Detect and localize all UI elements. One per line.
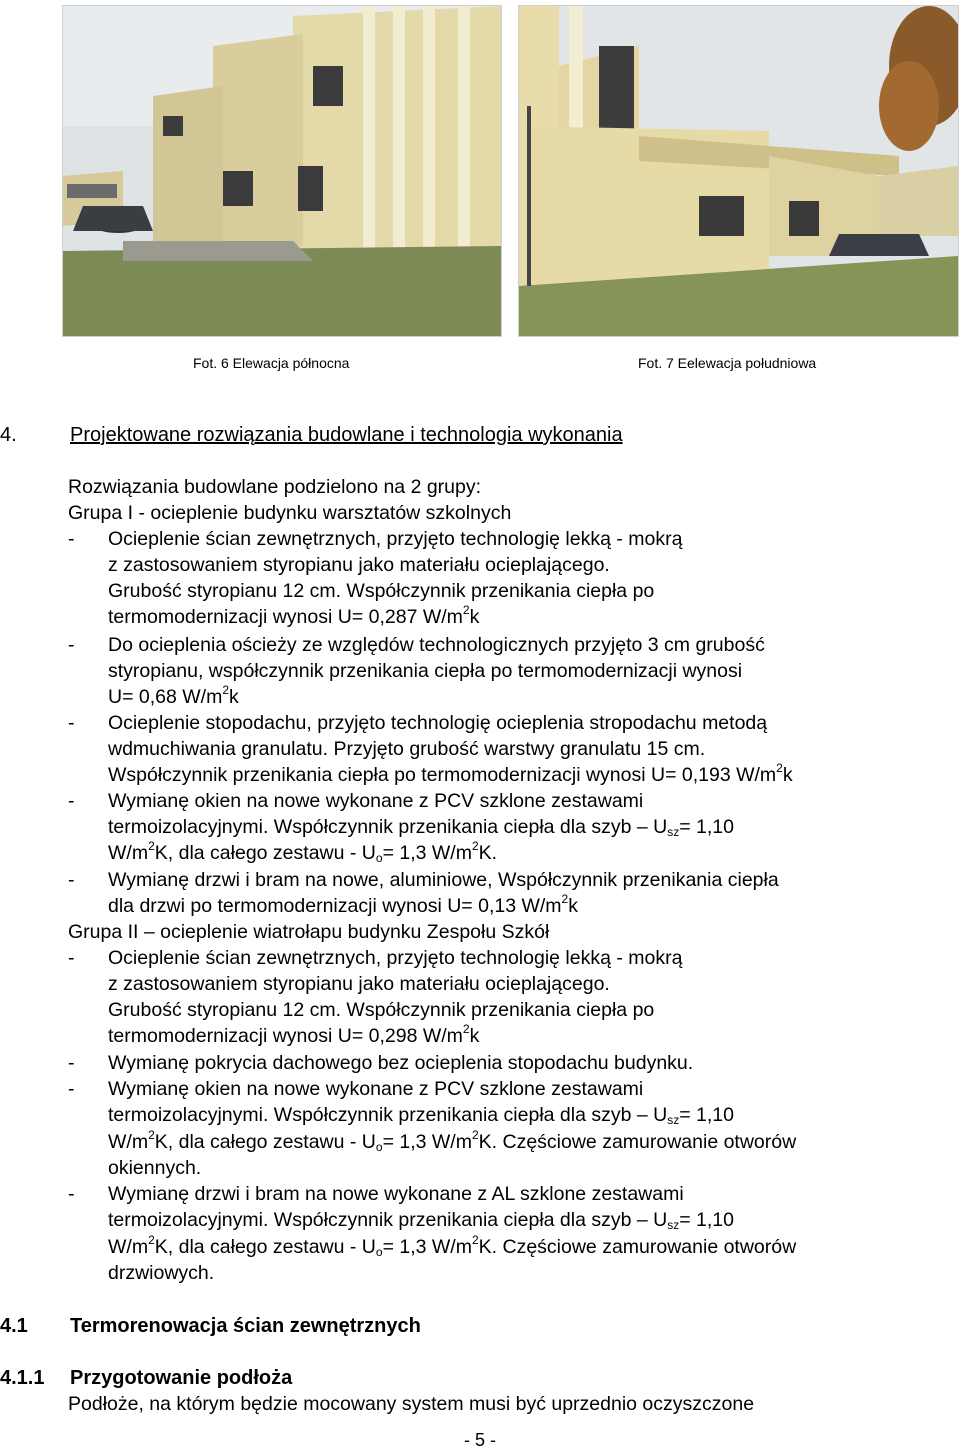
g1-item-1-line-2: z zastosowaniem styropianu jako materiału ocieplającego. <box>108 554 610 576</box>
section-4-title: Projektowane rozwiązania budowlane i technologia wykonania <box>70 424 623 446</box>
bullet-dash: - <box>68 1078 75 1100</box>
g1-item-1-line-4: termomodernizacji wynosi U= 0,287 $W/m^2k$ <box>108 603 480 628</box>
g1-item-5-line-1: Wymianę drzwi i bram na nowe, aluminiowe, Współczynnik przenikania ciepła <box>108 869 779 891</box>
photo-caption-south: Fot. 7 Eelewacja południowa <box>638 355 817 371</box>
g1-item-1-line-3: Grubość styropianu 12 cm. Współczynnik przenikania ciepła po <box>108 580 655 602</box>
intro-line: Rozwiązania budowlane podzielono na 2 grupy: <box>68 476 482 498</box>
section-4-1-number: 4.1 <box>0 1315 28 1337</box>
g2-item-2-line-1: Wymianę pokrycia dachowego bez ocieplenia stopodachu budynku. <box>108 1052 694 1074</box>
g2-item-3-line-1: Wymianę okien na nowe wykonane z PCV szklone zestawami <box>108 1078 644 1100</box>
bullet-dash: - <box>68 712 75 734</box>
bullet-dash: - <box>68 634 75 656</box>
g2-item-4-line-3: $W/m^2K$, dla całego zestawu - $U_o= 1,3$ $W/m^2K$. Częściowe zamurowanie otworów <box>108 1233 797 1259</box>
g2-item-1-line-1: Ocieplenie ścian zewnętrznych, przyjęto technologię lekką - mokrą <box>108 947 683 969</box>
g2-item-3-line-4: okiennych. <box>108 1157 202 1179</box>
group-1-title: Grupa I - ocieplenie budynku warsztatów szkolnych <box>68 502 512 524</box>
bullet-dash: - <box>68 790 75 812</box>
g1-item-3-line-3: Współczynnik przenikania ciepła po termomodernizacji wynosi U= 0,193 $W/m^2k$ <box>108 761 793 786</box>
bullet-dash: - <box>68 1183 75 1205</box>
g2-item-1-line-2: z zastosowaniem styropianu jako materiału ocieplającego. <box>108 973 610 995</box>
g1-item-1-line-1: Ocieplenie ścian zewnętrznych, przyjęto technologię lekką - mokrą <box>108 528 683 550</box>
bullet-dash: - <box>68 1052 75 1074</box>
section-4-1-1-title: Przygotowanie podłoża <box>70 1367 293 1389</box>
g2-item-1-line-3: Grubość styropianu 12 cm. Współczynnik przenikania ciepła po <box>108 999 655 1021</box>
g1-item-3-line-1: Ocieplenie stopodachu, przyjęto technologię ocieplenia stropodachu metodą <box>108 712 768 734</box>
g2-item-4-line-1: Wymianę drzwi i bram na nowe wykonane z AL szklone zestawami <box>108 1183 684 1205</box>
photo-caption-north: Fot. 6 Elewacja północna <box>193 355 350 371</box>
section-4-number: 4. <box>0 424 17 446</box>
g1-item-2-line-3: U= 0,68 $W/m^2k$ <box>108 683 239 708</box>
g1-item-4-line-3: $W/m^2K$, dla całego zestawu - $U_o= 1,3$ $W/m^2K$. <box>108 839 498 865</box>
g1-item-3-line-2: wdmuchiwania granulatu. Przyjęto grubość warstwy granulatu 15 cm. <box>108 738 706 760</box>
g1-item-4-line-1: Wymianę okien na nowe wykonane z PCV szklone zestawami <box>108 790 644 812</box>
bullet-dash: - <box>68 528 75 550</box>
page-number: - 5 - <box>463 1430 496 1450</box>
g1-item-5-line-2: dla drzwi po termomodernizacji wynosi U= 0,13 $W/m^2k$ <box>108 892 578 917</box>
bullet-dash: - <box>68 869 75 891</box>
g2-item-3-line-2: termoizolacyjnymi. Współczynnik przenikania ciepła dla szyb – $U_{sz}= 1,10$ <box>108 1104 734 1127</box>
g1-item-2-line-1: Do ocieplenia ościeży ze względów technologicznych przyjęto 3 cm grubość <box>108 634 765 656</box>
section-4-1-1-number: 4.1.1 <box>0 1367 45 1389</box>
group-2-title: Grupa II – ocieplenie wiatrołapu budynku Zespołu Szkół <box>68 921 550 943</box>
body-last-line: Podłoże, na którym będzie mocowany system musi być uprzednio oczyszczone <box>68 1393 755 1415</box>
g1-item-2-line-2: styropianu, współczynnik przenikania ciepła po termomodernizacji wynosi <box>108 660 743 682</box>
bullet-dash: - <box>68 947 75 969</box>
g2-item-1-line-4: termomodernizacji wynosi U= 0,298 $W/m^2k$ <box>108 1022 480 1047</box>
photo-north-elevation <box>62 5 502 337</box>
g2-item-4-line-4: drzwiowych. <box>108 1262 215 1284</box>
g1-item-4-line-2: termoizolacyjnymi. Współczynnik przenikania ciepła dla szyb – $U_{sz}= 1,10$ <box>108 816 734 839</box>
section-4-1-title: Termorenowacja ścian zewnętrznych <box>70 1315 421 1337</box>
photo-south-elevation <box>518 5 959 337</box>
g2-item-3-line-3: $W/m^2K$, dla całego zestawu - $U_o= 1,3$ $W/m^2K$. Częściowe zamurowanie otworów <box>108 1128 797 1154</box>
g2-item-4-line-2: termoizolacyjnymi. Współczynnik przenikania ciepła dla szyb – $U_{sz}= 1,10$ <box>108 1209 734 1232</box>
